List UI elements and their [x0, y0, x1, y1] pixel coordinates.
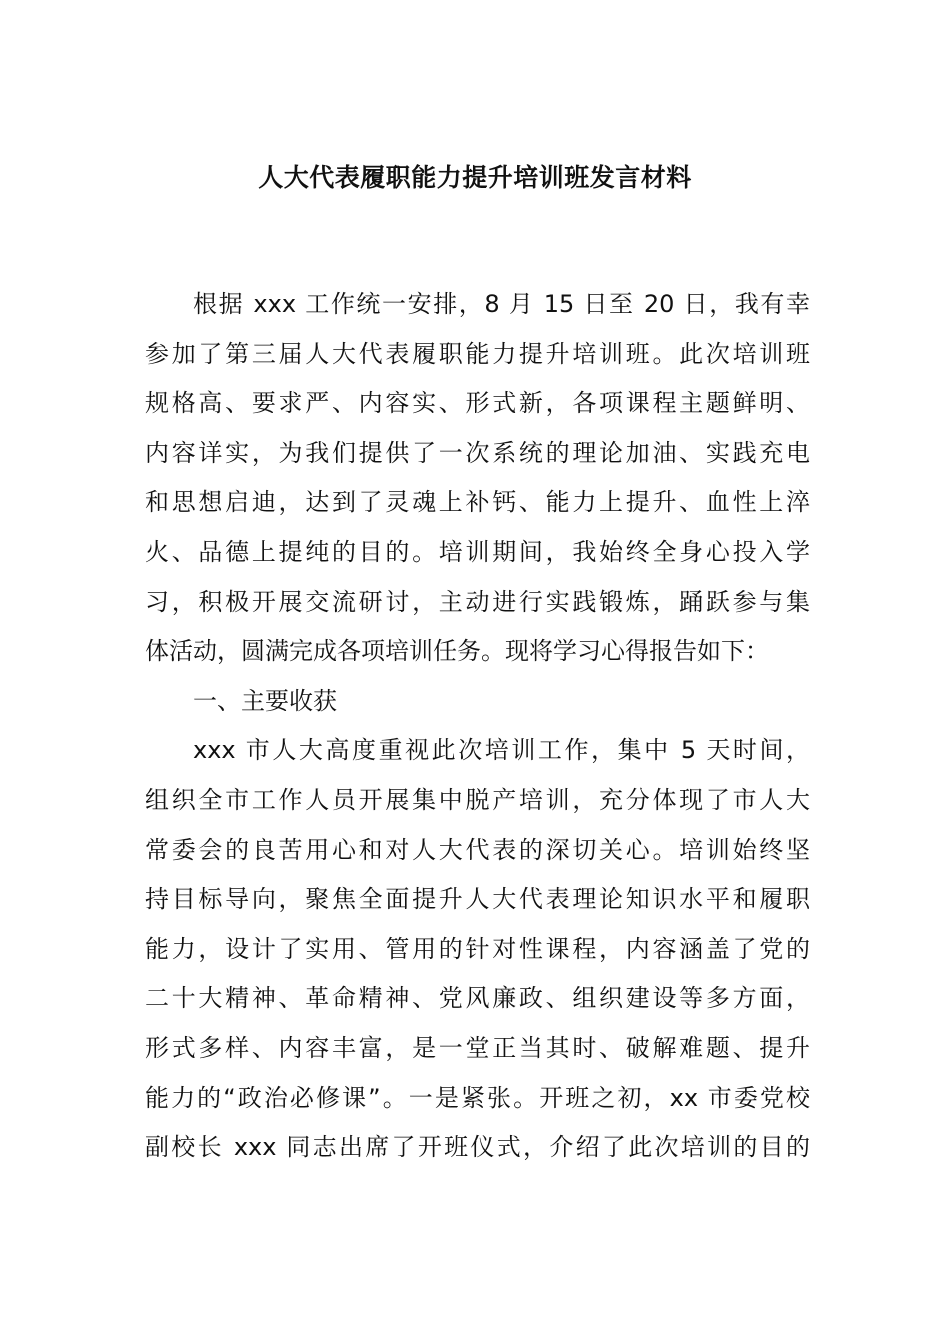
body-line: 能力，设计了实用、管用的针对性课程，内容涵盖了党的 — [145, 934, 810, 963]
body-line: xxx 市人大高度重视此次培训工作，集中 5 天时间， — [193, 736, 810, 765]
body-line: 和思想启迪，达到了灵魂上补钙、能力上提升、血性上淬 — [145, 488, 810, 517]
body-line: 火、品德上提纯的目的。培训期间，我始终全身心投入学 — [145, 537, 810, 566]
body-line: 一、主要收获 — [193, 686, 337, 715]
body-line: 持目标导向，聚焦全面提升人大代表理论知识水平和履职 — [145, 885, 810, 914]
body-line: 习，积极开展交流研讨，主动进行实践锻炼，踊跃参与集 — [145, 587, 810, 616]
body-line: 规格高、要求严、内容实、形式新，各项课程主题鲜明、 — [145, 389, 810, 418]
body-line: 内容详实，为我们提供了一次系统的理论加油、实践充电 — [145, 438, 810, 467]
document-title: 人大代表履职能力提升培训班发言材料 — [258, 163, 692, 192]
body-line: 参加了第三届人大代表履职能力提升培训班。此次培训班 — [145, 339, 810, 368]
body-line: 体活动，圆满完成各项培训任务。现将学习心得报告如下： — [145, 637, 769, 666]
body-line: 根据 xxx 工作统一安排，8 月 15 日至 20 日，我有幸 — [193, 290, 810, 318]
body-line: 副校长 xxx 同志出席了开班仪式，介绍了此次培训的目的 — [145, 1133, 810, 1162]
body-line: 二十大精神、革命精神、党风廉政、组织建设等多方面， — [145, 984, 810, 1013]
body-line: 常委会的良苦用心和对人大代表的深切关心。培训始终坚 — [145, 835, 810, 864]
document-body — [145, 280, 810, 1173]
body-line: 能力的“政治必修课”。一是紧张。开班之初，xx 市委党校 — [145, 1083, 810, 1112]
body-line: 组织全市工作人员开展集中脱产培训，充分体现了市人大 — [145, 785, 810, 814]
body-line: 形式多样、内容丰富，是一堂正当其时、破解难题、提升 — [145, 1033, 810, 1062]
